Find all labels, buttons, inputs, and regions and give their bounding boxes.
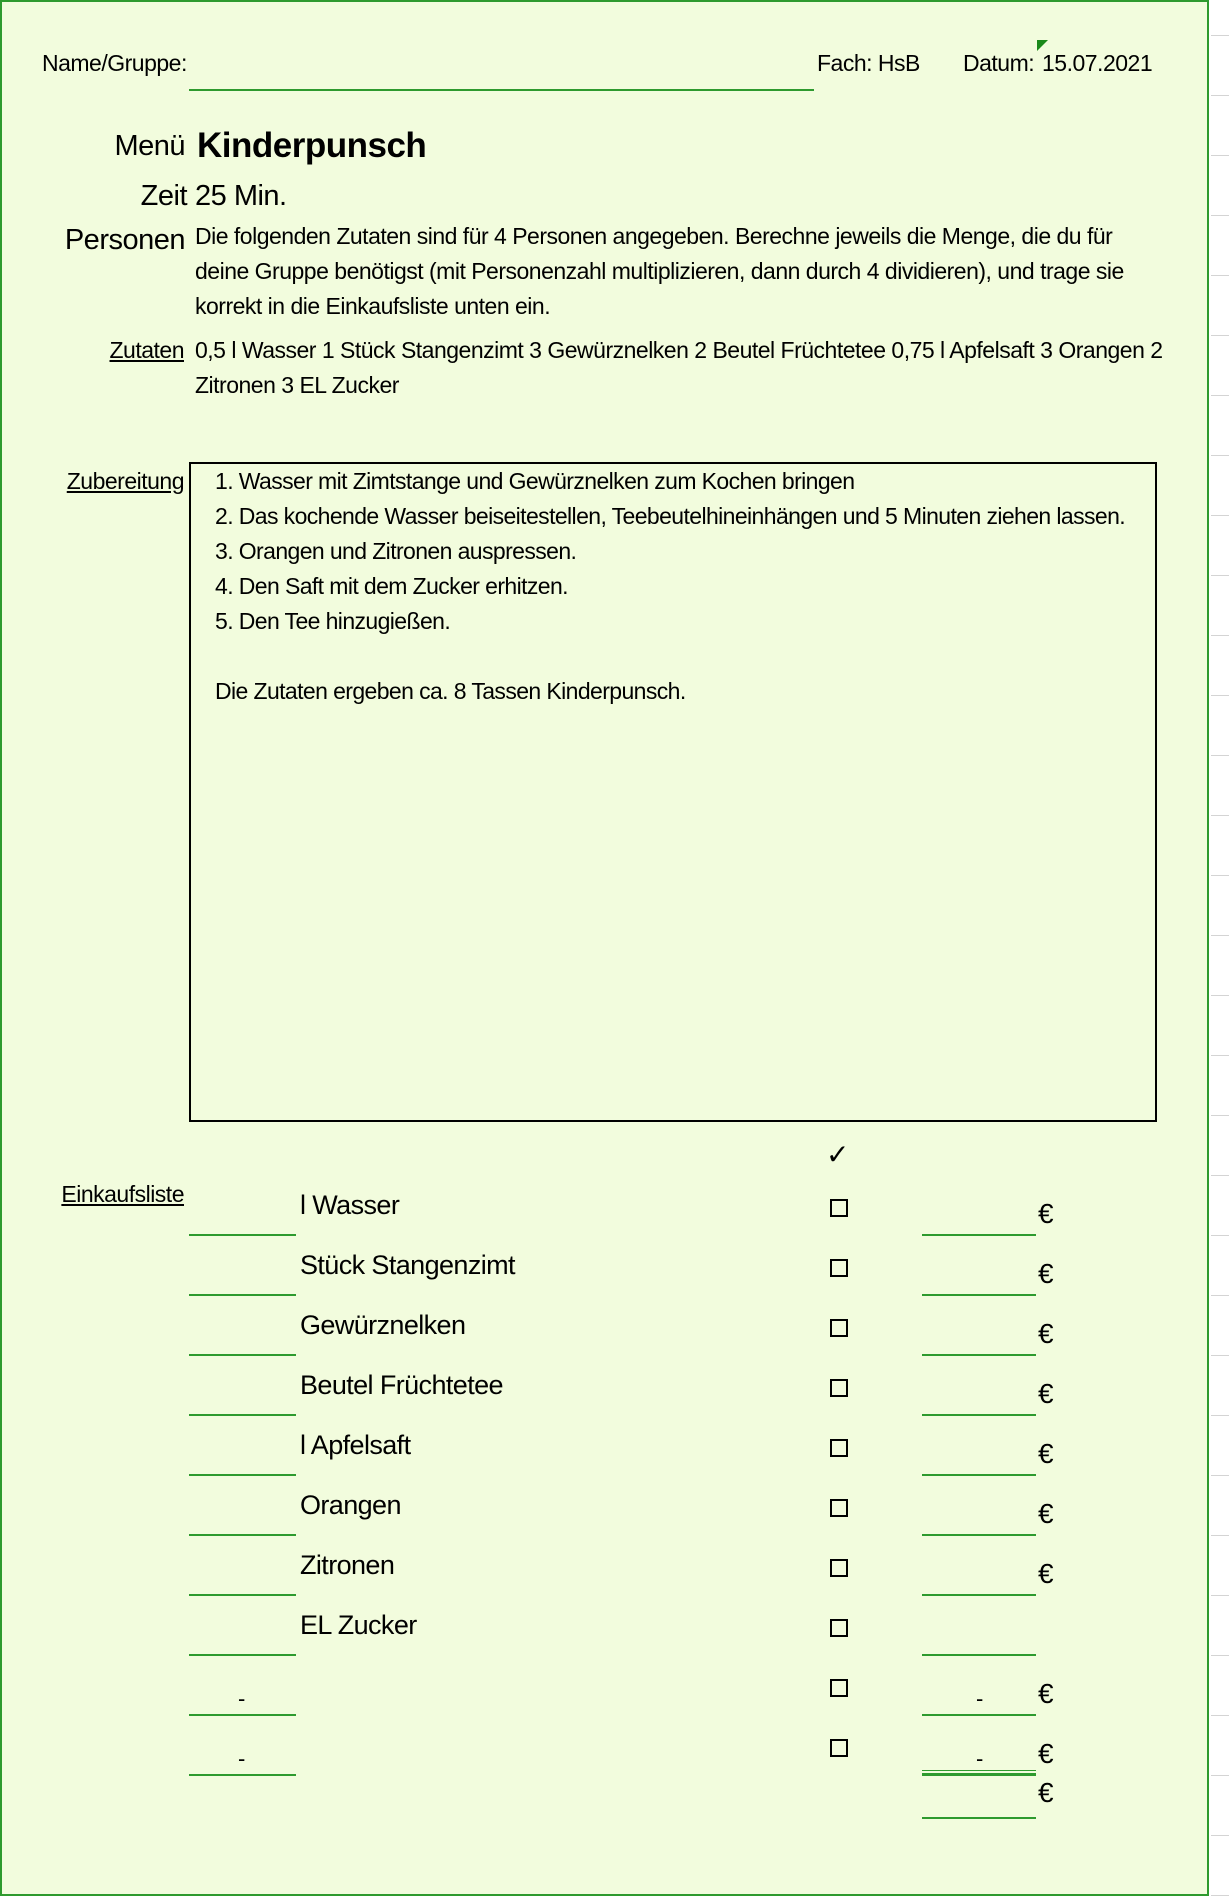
- gridline: [1211, 1775, 1229, 1776]
- gridline: [1211, 1235, 1229, 1236]
- price-field[interactable]: [922, 1234, 1036, 1236]
- purchased-checkbox[interactable]: [830, 1259, 848, 1277]
- purchased-checkbox[interactable]: [830, 1739, 848, 1757]
- euro-sign: €: [1038, 1738, 1054, 1769]
- persons-instruction-line: Die folgenden Zutaten sind für 4 Personen angegeben. Berechne jeweils die Menge, die du für: [195, 223, 1113, 249]
- purchased-checkbox[interactable]: [830, 1199, 848, 1217]
- gridline: [1211, 1535, 1229, 1536]
- ingredients-label: Zutaten: [109, 337, 184, 363]
- euro-sign: €: [1038, 1318, 1054, 1349]
- preparation-note: Die Zutaten ergeben ca. 8 Tassen Kinderpunsch.: [215, 678, 686, 704]
- name-group-label: Name/Gruppe:: [42, 50, 187, 76]
- price-field[interactable]: [922, 1594, 1036, 1596]
- persons-instruction-line: korrekt in die Einkaufsliste unten ein.: [195, 293, 551, 319]
- gridline: [1211, 1595, 1229, 1596]
- gridline: [1211, 455, 1229, 456]
- price-field[interactable]: [922, 1354, 1036, 1356]
- preparation-label: Zubereitung: [66, 468, 184, 494]
- price-value: -: [976, 1686, 984, 1711]
- gridline: [1211, 1295, 1229, 1296]
- gridline: [1211, 35, 1229, 36]
- quantity-value: -: [238, 1686, 246, 1711]
- purchased-checkbox[interactable]: [830, 1499, 848, 1517]
- gridline: [1211, 1715, 1229, 1716]
- gridline: [1211, 695, 1229, 696]
- time-label: Zeit: [140, 180, 187, 212]
- shopping-item-name: EL Zucker: [300, 1610, 417, 1640]
- preparation-box[interactable]: [189, 462, 1157, 1122]
- quantity-field[interactable]: [189, 1414, 296, 1416]
- gridline: [1211, 1175, 1229, 1176]
- gridline: [1211, 1355, 1229, 1356]
- time-value: 25 Min.: [195, 180, 287, 212]
- gridline: [1211, 155, 1229, 156]
- preparation-step: 1. Wasser mit Zimtstange und Gewürznelken zum Kochen bringen: [215, 468, 855, 494]
- shopping-list-label: Einkaufsliste: [61, 1181, 184, 1207]
- quantity-field[interactable]: [189, 1534, 296, 1536]
- gridline: [1211, 755, 1229, 756]
- gridline: [1211, 1055, 1229, 1056]
- persons-label: Personen: [64, 224, 185, 256]
- price-value: -: [976, 1746, 984, 1771]
- date-value[interactable]: 15.07.2021: [1042, 50, 1153, 76]
- shopping-item-name: Orangen: [300, 1490, 401, 1520]
- euro-sign: €: [1038, 1498, 1054, 1529]
- gridline: [1211, 395, 1229, 396]
- subject-label: Fach: HsB: [817, 50, 920, 76]
- ingredients-line: 0,5 l Wasser 1 Stück Stangenzimt 3 Gewürznelken 2 Beutel Früchtetee 0,75 l Apfelsaft 3 Orangen 2: [195, 337, 1163, 363]
- quantity-field[interactable]: [189, 1354, 296, 1356]
- price-field[interactable]: [922, 1654, 1036, 1656]
- purchased-checkbox[interactable]: [830, 1439, 848, 1457]
- quantity-field[interactable]: [189, 1294, 296, 1296]
- gridline: [1211, 1895, 1229, 1896]
- gridline: [1211, 995, 1229, 996]
- euro-sign: €: [1038, 1258, 1054, 1289]
- gridline: [1211, 95, 1229, 96]
- gridline: [1211, 1835, 1229, 1836]
- purchased-checkbox[interactable]: [830, 1559, 848, 1577]
- gridline: [1211, 1115, 1229, 1116]
- preparation-step: 2. Das kochende Wasser beiseitestellen, Teebeutelhineinhängen und 5 Minuten ziehen lassen.: [215, 503, 1126, 529]
- purchased-checkbox[interactable]: [830, 1319, 848, 1337]
- gridline: [1211, 815, 1229, 816]
- quantity-value: -: [238, 1746, 246, 1771]
- gridline: [1211, 875, 1229, 876]
- price-field[interactable]: [922, 1474, 1036, 1476]
- total-euro-sign: €: [1038, 1777, 1054, 1808]
- total-price-field[interactable]: [922, 1817, 1036, 1819]
- total-separator: [922, 1770, 1036, 1774]
- gridline: [1211, 1415, 1229, 1416]
- shopping-item-name: l Apfelsaft: [300, 1430, 411, 1460]
- price-field[interactable]: [922, 1414, 1036, 1416]
- shopping-item-name: Stück Stangenzimt: [300, 1250, 515, 1280]
- quantity-field[interactable]: [189, 1774, 296, 1776]
- quantity-field[interactable]: [189, 1654, 296, 1656]
- quantity-field[interactable]: [189, 1714, 296, 1716]
- preparation-step: 5. Den Tee hinzugießen.: [215, 608, 451, 634]
- gridline: [1211, 215, 1229, 216]
- gridline: [1211, 335, 1229, 336]
- purchased-checkbox[interactable]: [830, 1379, 848, 1397]
- shopping-item-name: l Wasser: [300, 1190, 400, 1220]
- menu-title: Kinderpunsch: [197, 126, 427, 165]
- euro-sign: €: [1038, 1198, 1054, 1229]
- gridline: [1211, 1475, 1229, 1476]
- euro-sign: €: [1038, 1438, 1054, 1469]
- gridline: [1211, 575, 1229, 576]
- euro-sign: €: [1038, 1378, 1054, 1409]
- gridline: [1211, 275, 1229, 276]
- shopping-item-name: Zitronen: [300, 1550, 395, 1580]
- name-group-field[interactable]: [189, 89, 814, 91]
- quantity-field[interactable]: [189, 1234, 296, 1236]
- date-label: Datum:: [963, 50, 1035, 76]
- quantity-field[interactable]: [189, 1474, 296, 1476]
- price-field[interactable]: [922, 1774, 1036, 1776]
- checkmark-icon: ✓: [826, 1139, 849, 1170]
- shopping-item-name: Gewürznelken: [300, 1310, 466, 1340]
- shopping-item-name: Beutel Früchtetee: [300, 1370, 503, 1400]
- gridline: [1211, 515, 1229, 516]
- gridline: [1211, 935, 1229, 936]
- persons-instruction-line: deine Gruppe benötigst (mit Personenzahl multiplizieren, dann durch 4 dividieren), und trage sie: [195, 258, 1124, 284]
- preparation-step: 4. Den Saft mit dem Zucker erhitzen.: [215, 573, 568, 599]
- ingredients-line: Zitronen 3 EL Zucker: [195, 372, 399, 398]
- preparation-step: 3. Orangen und Zitronen auspressen.: [215, 538, 577, 564]
- menu-label: Menü: [114, 130, 185, 162]
- gridline: [1211, 635, 1229, 636]
- price-field[interactable]: [922, 1534, 1036, 1536]
- gridline: [1211, 1655, 1229, 1656]
- spreadsheet-gridlines: [1211, 0, 1229, 1900]
- price-field[interactable]: [922, 1294, 1036, 1296]
- euro-sign: €: [1038, 1678, 1054, 1709]
- quantity-field[interactable]: [189, 1594, 296, 1596]
- euro-sign: €: [1038, 1558, 1054, 1589]
- price-field[interactable]: [922, 1714, 1036, 1716]
- purchased-checkbox[interactable]: [830, 1679, 848, 1697]
- purchased-checkbox[interactable]: [830, 1619, 848, 1637]
